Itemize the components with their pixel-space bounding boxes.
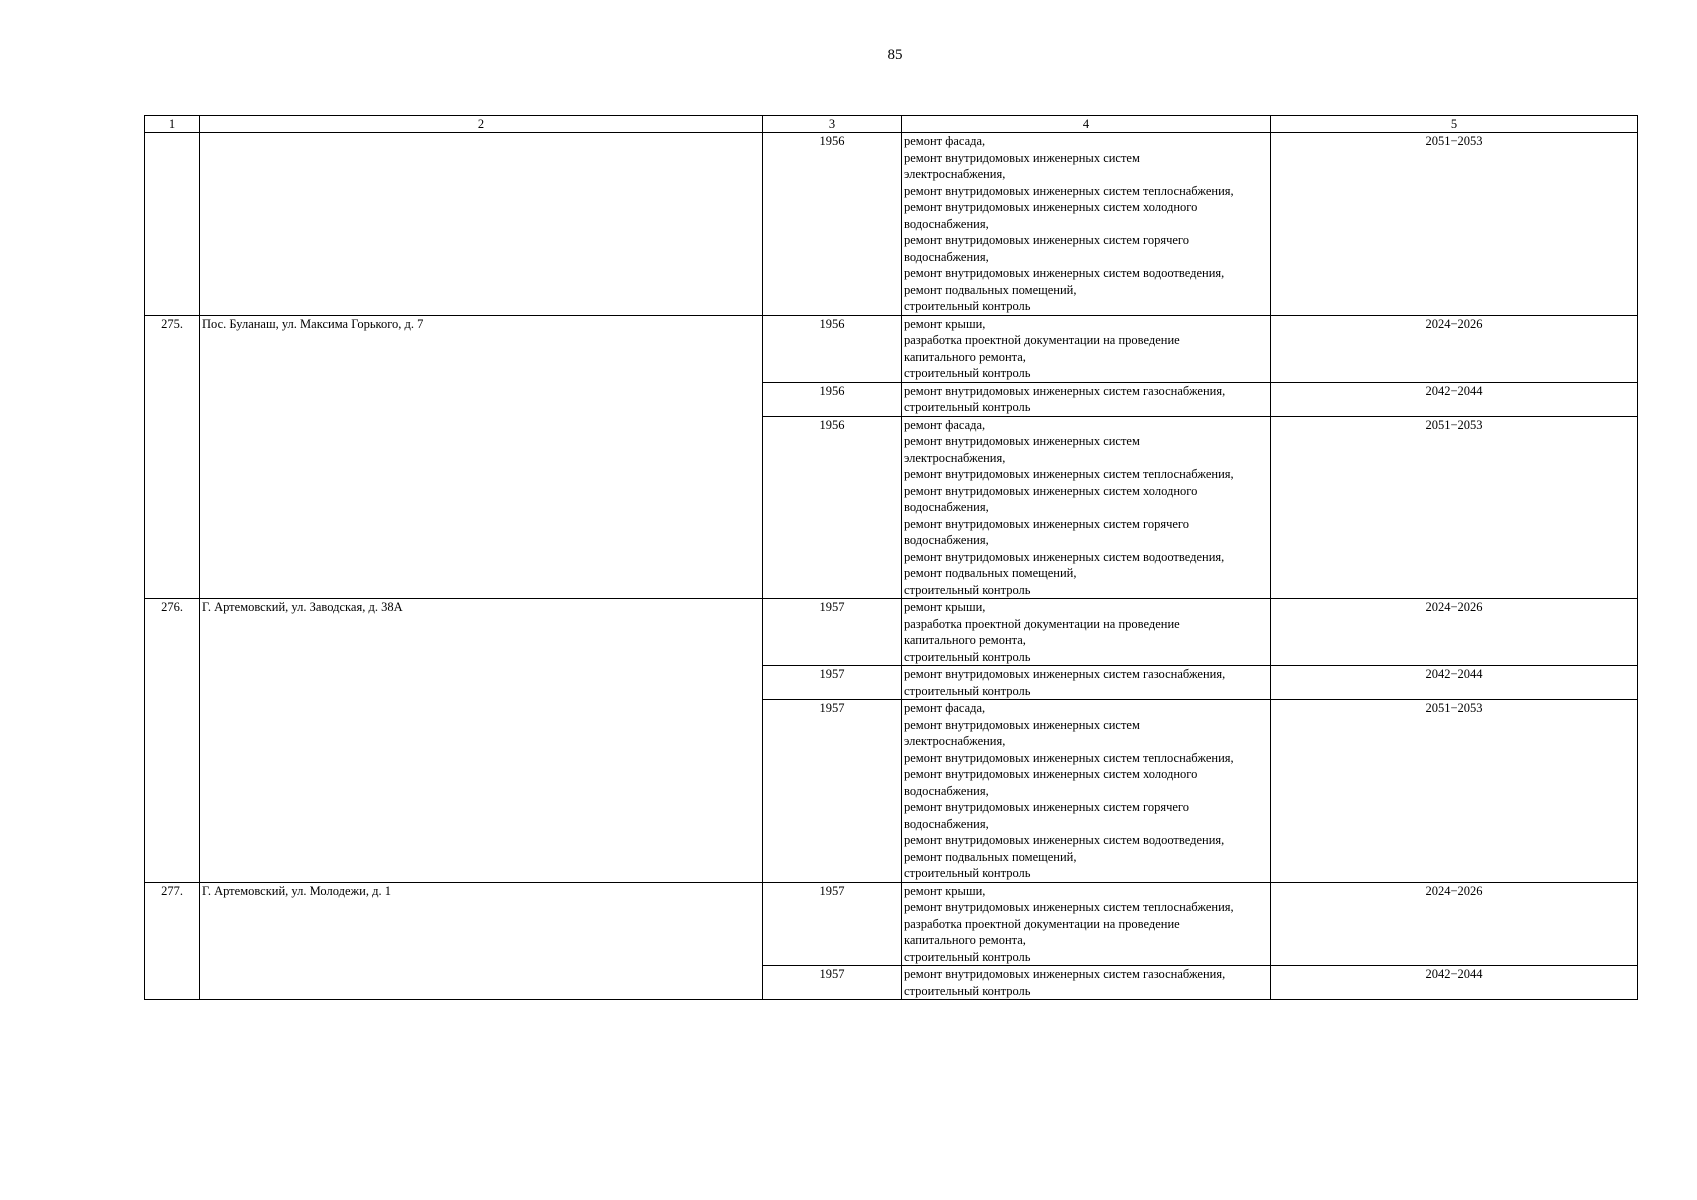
work-item: строительный контроль xyxy=(904,649,1031,664)
work-item: водоснабжения, xyxy=(904,216,989,231)
work-item: ремонт внутридомовых инженерных систем холодного xyxy=(904,200,1198,214)
work-item: водоснабжения, xyxy=(904,816,989,831)
row-number-cell xyxy=(145,133,200,316)
address-cell: Г. Артемовский, ул. Молодежи, д. 1 xyxy=(200,882,763,1000)
table-row xyxy=(145,882,1638,966)
works-cell xyxy=(902,666,1271,700)
table-row xyxy=(145,133,1638,316)
row-number-cell: 275. xyxy=(145,315,200,599)
page-number: 85 xyxy=(887,47,903,63)
year-cell: 1957 xyxy=(763,700,902,883)
period-cell: 2051−2053 xyxy=(1271,700,1638,883)
work-item: водоснабжения, xyxy=(904,500,989,514)
year-cell: 1956 xyxy=(763,416,902,599)
works-cell xyxy=(902,882,1271,966)
work-item: ремонт внутридомовых инженерных систем горячего xyxy=(904,233,1189,247)
work-item: ремонт фасада, xyxy=(904,417,986,432)
column-header: 3 xyxy=(763,116,902,133)
works-cell xyxy=(902,382,1271,416)
work-item: электроснабжения, xyxy=(904,167,1006,181)
work-item: разработка проектной документации на проведение xyxy=(904,616,1180,631)
work-item: ремонт внутридомовых инженерных систем газоснабжения, xyxy=(904,967,1226,981)
work-item: строительный контроль xyxy=(904,949,1031,964)
row-number-cell: 277. xyxy=(145,882,200,1000)
work-item: ремонт внутридомовых инженерных систем горячего xyxy=(904,800,1189,814)
works-cell xyxy=(902,599,1271,666)
period-cell: 2051−2053 xyxy=(1271,133,1638,316)
work-item: разработка проектной документации на проведение xyxy=(904,333,1180,347)
work-item: электроснабжения, xyxy=(904,450,1006,465)
column-header: 2 xyxy=(200,116,763,133)
work-item: ремонт внутридомовых инженерных систем газоснабжения, xyxy=(904,667,1226,681)
work-item: ремонт внутридомовых инженерных систем водоотведения, xyxy=(904,833,1225,847)
column-header: 4 xyxy=(902,116,1271,133)
year-cell: 1956 xyxy=(763,382,902,416)
address-cell: Пос. Буланаш, ул. Максима Горького, д. 7 xyxy=(200,315,763,599)
year-cell: 1957 xyxy=(763,882,902,966)
period-cell: 2051−2053 xyxy=(1271,416,1638,599)
table-header xyxy=(145,116,1638,133)
work-item: ремонт крыши, xyxy=(904,600,986,614)
work-item: строительный контроль xyxy=(904,400,1031,414)
works-cell xyxy=(902,700,1271,883)
work-item: строительный контроль xyxy=(904,366,1031,380)
work-item: строительный контроль xyxy=(904,582,1031,597)
period-cell: 2042−2044 xyxy=(1271,966,1638,1000)
period-cell: 2042−2044 xyxy=(1271,666,1638,700)
works-cell xyxy=(902,416,1271,599)
period-cell: 2024−2026 xyxy=(1271,315,1638,382)
work-item: водоснабжения, xyxy=(904,533,989,547)
work-item: строительный контроль xyxy=(904,683,1031,698)
year-cell: 1956 xyxy=(763,315,902,382)
work-item: ремонт внутридомовых инженерных систем водоотведения, xyxy=(904,266,1225,280)
work-item: капитального ремонта, xyxy=(904,633,1026,647)
work-item: ремонт подвальных помещений, xyxy=(904,849,1077,864)
work-item: ремонт внутридомовых инженерных систем теплоснабжения, xyxy=(904,900,1234,914)
works-cell xyxy=(902,315,1271,382)
work-item: ремонт подвальных помещений, xyxy=(904,282,1077,297)
work-item: ремонт внутридомовых инженерных систем теплоснабжения, xyxy=(904,750,1234,765)
year-cell: 1957 xyxy=(763,666,902,700)
period-cell: 2024−2026 xyxy=(1271,599,1638,666)
period-cell: 2024−2026 xyxy=(1271,882,1638,966)
work-item: ремонт внутридомовых инженерных систем водоотведения, xyxy=(904,549,1225,564)
table-body xyxy=(145,133,1638,1000)
repair-schedule-table xyxy=(144,115,1638,1000)
work-item: ремонт подвальных помещений, xyxy=(904,566,1077,580)
column-header: 1 xyxy=(145,116,200,133)
work-item: ремонт фасада, xyxy=(904,134,986,148)
work-item: строительный контроль xyxy=(904,866,1031,880)
work-item: ремонт внутридомовых инженерных систем xyxy=(904,717,1140,732)
table-row xyxy=(145,599,1638,666)
work-item: ремонт фасада, xyxy=(904,701,986,715)
work-item: водоснабжения, xyxy=(904,249,989,264)
work-item: капитального ремонта, xyxy=(904,933,1026,947)
work-item: капитального ремонта, xyxy=(904,349,1026,364)
year-cell: 1957 xyxy=(763,599,902,666)
work-item: строительный контроль xyxy=(904,983,1031,998)
work-item: ремонт внутридомовых инженерных систем теплоснабжения, xyxy=(904,467,1234,481)
address-cell: Г. Артемовский, ул. Заводская, д. 38А xyxy=(200,599,763,883)
work-item: ремонт внутридомовых инженерных систем горячего xyxy=(904,516,1189,531)
work-item: водоснабжения, xyxy=(904,783,989,798)
table-row xyxy=(145,315,1638,382)
period-cell: 2042−2044 xyxy=(1271,382,1638,416)
work-item: разработка проектной документации на проведение xyxy=(904,916,1180,931)
work-item: ремонт внутридомовых инженерных систем холодного xyxy=(904,483,1198,498)
row-number-cell: 276. xyxy=(145,599,200,883)
works-cell xyxy=(902,966,1271,1000)
work-item: ремонт внутридомовых инженерных систем газоснабжения, xyxy=(904,383,1226,398)
year-cell: 1957 xyxy=(763,966,902,1000)
year-cell: 1956 xyxy=(763,133,902,316)
address-cell xyxy=(200,133,763,316)
work-item: строительный контроль xyxy=(904,299,1031,313)
work-item: ремонт внутридомовых инженерных систем теплоснабжения, xyxy=(904,183,1234,198)
work-item: ремонт внутридомовых инженерных систем xyxy=(904,150,1140,165)
work-item: ремонт внутридомовых инженерных систем холодного xyxy=(904,767,1198,781)
work-item: ремонт крыши, xyxy=(904,883,986,898)
column-header: 5 xyxy=(1271,116,1638,133)
works-cell xyxy=(902,133,1271,316)
header-row xyxy=(145,116,1638,133)
work-item: электроснабжения, xyxy=(904,734,1006,748)
work-item: ремонт внутридомовых инженерных систем xyxy=(904,434,1140,448)
work-item: ремонт крыши, xyxy=(904,316,986,331)
